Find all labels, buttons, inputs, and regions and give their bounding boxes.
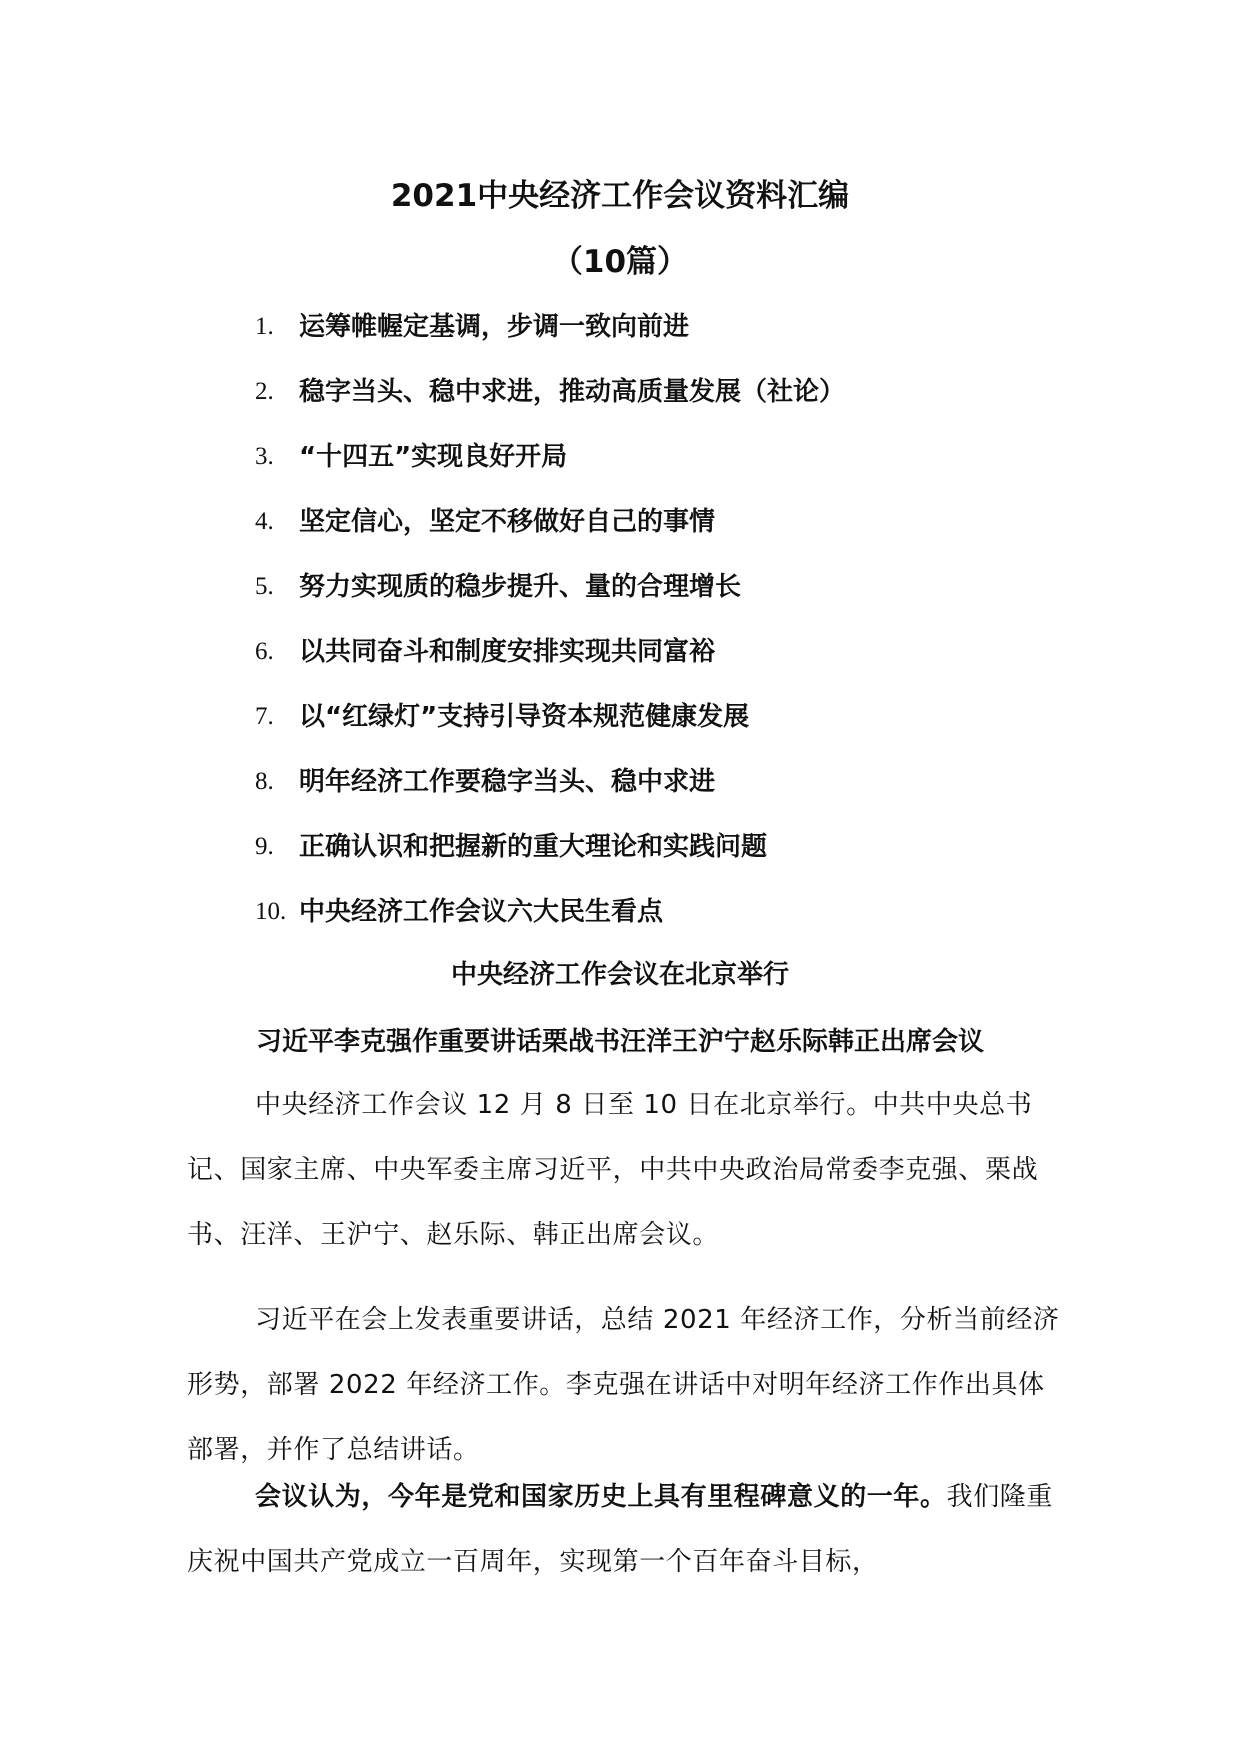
toc-number: 5. <box>255 573 274 600</box>
toc-title: 稳字当头、稳中求进，推动高质量发展（社论） <box>299 377 846 407</box>
toc-number: 4. <box>255 508 274 535</box>
article-paragraph: 中央经济工作会议 12 月 8 日至 10 日在北京举行。中共中央总书记、国家主席、中央军委主席习近平，中共中央政治局常委李克强、栗战书、汪洋、王沪宁、赵乐际、韩正出席会议。 <box>187 1090 1039 1250</box>
toc-title: 正确认识和把握新的重大理论和实践问题 <box>299 832 768 862</box>
toc-title: “十四五”实现良好开局 <box>299 442 568 472</box>
document-title: 2021中央经济工作会议资料汇编 <box>390 178 850 214</box>
toc-title: 明年经济工作要稳字当头、稳中求进 <box>299 767 716 797</box>
article-heading: 中央经济工作会议在北京举行 <box>450 960 789 990</box>
toc-title: 努力实现质的稳步提升、量的合理增长 <box>299 572 742 602</box>
toc-title: 坚定信心，坚定不移做好自己的事情 <box>299 507 716 537</box>
toc-number: 10. <box>255 898 287 925</box>
document-subtitle: （10篇） <box>551 244 689 280</box>
toc-title: 运筹帷幄定基调，步调一致向前进 <box>299 312 690 342</box>
toc-number: 1. <box>255 313 274 340</box>
toc-title: 以“红绿灯”支持引导资本规范健康发展 <box>299 702 750 732</box>
paragraph-body-text: 我们隆重庆祝中国共产党成立一百周年，实现第一个百年奋斗目标， <box>187 1482 1054 1577</box>
toc-title: 以共同奋斗和制度安排实现共同富裕 <box>299 637 716 667</box>
toc-number: 9. <box>255 833 274 860</box>
paragraph-lead-sentence: 会议认为，今年是党和国家历史上具有里程碑意义的一年。 <box>255 1482 947 1512</box>
article-paragraph <box>187 1465 1067 1595</box>
toc-number: 2. <box>255 378 274 405</box>
toc-title: 中央经济工作会议六大民生看点 <box>299 897 664 927</box>
toc-number: 3. <box>255 443 274 470</box>
toc-number: 6. <box>255 638 274 665</box>
article-paragraph: 习近平在会上发表重要讲话，总结 2021 年经济工作，分析当前经济形势，部署 2022 年经济工作。李克强在讲话中对明年经济工作作出具体部署，并作了总结讲话。 <box>187 1305 1060 1465</box>
toc-number: 8. <box>255 768 274 795</box>
toc-number: 7. <box>255 703 274 730</box>
article-subheading: 习近平李克强作重要讲话栗战书汪洋王沪宁赵乐际韩正出席会议 <box>255 1027 984 1057</box>
